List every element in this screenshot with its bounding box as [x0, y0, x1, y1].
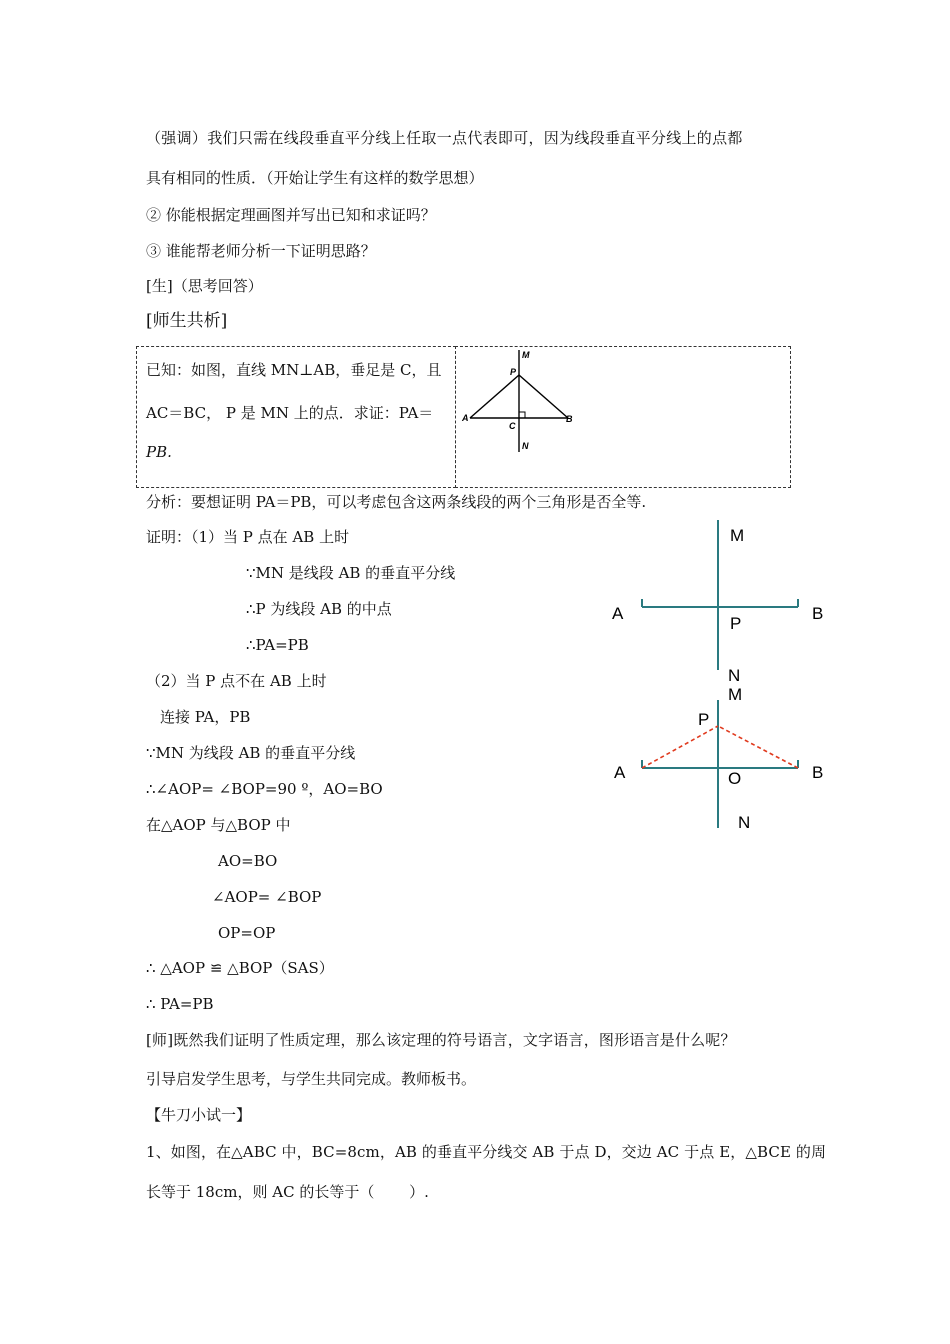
question-3: ③ 谁能帮老师分析一下证明思路？: [146, 242, 376, 260]
label-C: C: [509, 421, 516, 431]
question-2: ② 你能根据定理画图并写出已知和求证吗？: [146, 206, 436, 224]
label-A: A: [462, 413, 469, 423]
fig2-label-N: N: [738, 813, 751, 832]
figure-case-2: [600, 680, 840, 835]
exercise-q1-line-1: 1、如图，在△ABC 中，BC=8cm，AB 的垂直平分线交 AB 于点 D，交边 AC 于点 E，△BCE 的周: [146, 1143, 827, 1161]
label-M: M: [522, 350, 530, 360]
fig2-label-P: P: [698, 710, 710, 729]
fig1-label-N: N: [728, 666, 741, 685]
fig2-label-A: A: [614, 763, 626, 782]
given-line-1: 已知：如图，直线 MN⊥AB，垂足是 C，且: [146, 361, 442, 379]
exercise-q1-line-2: 长等于 18cm，则 AC 的长等于（ ）.: [146, 1183, 429, 1201]
intro-line-1: （强调）我们只需在线段垂直平分线上任取一点代表即可，因为线段垂直平分线上的点都: [146, 129, 743, 147]
teacher-line-1: [师]既然我们证明了性质定理，那么该定理的符号语言，文字语言，图形语言是什么呢？: [146, 1031, 736, 1049]
given-line-3: PB.: [146, 443, 172, 461]
proof-case-1: 证明：（1）当 P 点在 AB 上时: [146, 528, 350, 546]
proof-case-2-step-1: 连接 PA，PB: [160, 708, 251, 726]
fig1-label-A: A: [612, 604, 624, 623]
given-line-2: AC＝BC， P 是 MN 上的点．求证：PA＝: [146, 404, 434, 422]
proof-case-1-step-2: ∴P 为线段 AB 的中点: [246, 600, 392, 618]
proof-case-2-step-9: ∴ PA=PB: [146, 995, 214, 1013]
fig1-label-M: M: [730, 526, 745, 545]
figure-case-1: [600, 515, 840, 690]
student-response: [生]（思考回答）: [146, 277, 263, 295]
fig1-label-P: P: [730, 614, 742, 633]
proof-case-2-step-7: OP=OP: [218, 924, 276, 942]
proof-case-2-step-4: 在△AOP 与△BOP 中: [146, 816, 291, 834]
proof-case-2-step-3: ∴∠AOP= ∠BOP=90 º，AO=BO: [146, 780, 383, 798]
intro-line-2: 具有相同的性质．（开始让学生有这样的数学思想）: [146, 169, 484, 187]
proof-case-2-step-2: ∵MN 为线段 AB 的垂直平分线: [146, 744, 356, 762]
fig2-label-B: B: [812, 763, 824, 782]
proof-case-1-step-1: ∵MN 是线段 AB 的垂直平分线: [246, 564, 456, 582]
fig2-label-O: O: [728, 769, 742, 788]
proof-case-1-step-3: ∴PA=PB: [246, 636, 309, 654]
label-P: P: [510, 367, 517, 377]
analysis-text: 分析：要想证明 PA＝PB，可以考虑包含这两条线段的两个三角形是否全等.: [146, 493, 647, 511]
fig2-label-M: M: [728, 685, 743, 704]
teacher-line-2: 引导启发学生思考，与学生共同完成。教师板书。: [146, 1070, 477, 1088]
exercise-title: 【牛刀小试一】: [146, 1106, 252, 1124]
joint-analysis-heading: [师生共析]: [146, 311, 228, 331]
fig1-label-B: B: [812, 604, 824, 623]
label-N: N: [522, 441, 529, 451]
proof-case-2-step-8: ∴ △AOP ≌ △BOP（SAS）: [146, 959, 334, 977]
proof-case-2-step-6: ∠AOP= ∠BOP: [212, 888, 322, 906]
given-figure: [456, 347, 788, 485]
label-B: B: [566, 414, 573, 424]
proof-case-2: （2）当 P 点不在 AB 上时: [146, 672, 327, 690]
proof-case-2-step-5: AO=BO: [218, 852, 278, 870]
